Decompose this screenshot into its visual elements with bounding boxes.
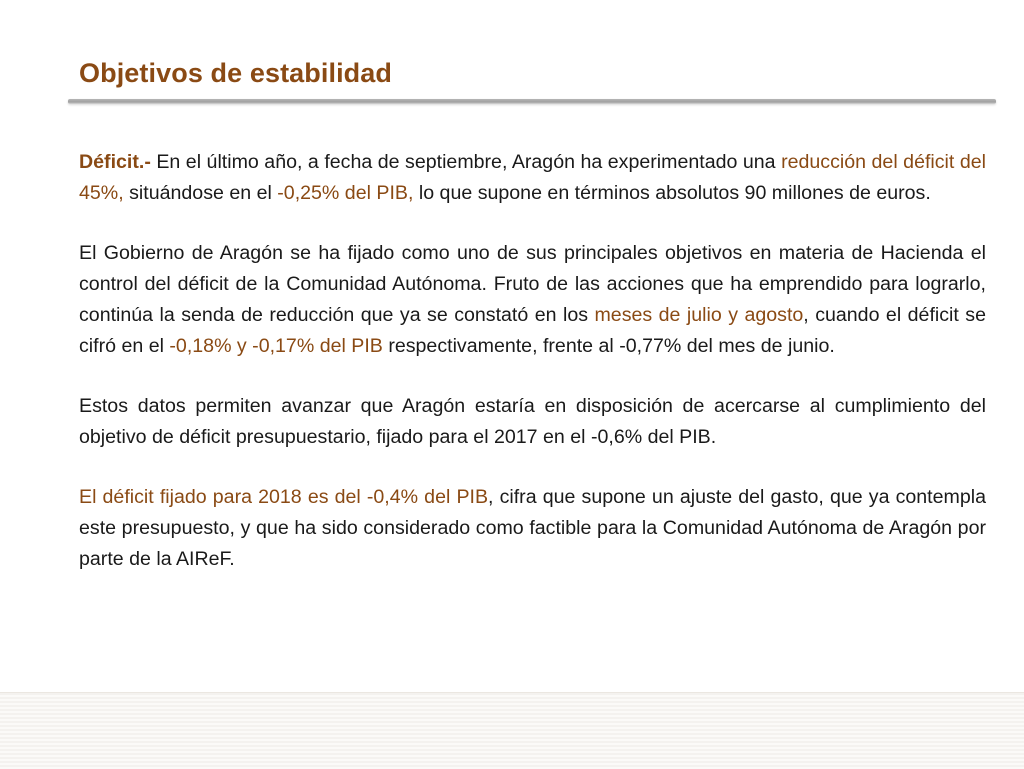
slide-title: Objetivos de estabilidad <box>79 58 392 88</box>
p1-text-3: lo que supone en términos absolutos 90 millones de euros. <box>413 182 931 204</box>
p2-text-1: El Gobierno de Aragón se ha fijado como uno de sus principales objetivos en materia de Hacienda el control del déficit de la Comunidad Autónoma. Fruto de las acciones que ha emprendido para lograrlo, continúa la senda de reducción que ya se constató en los <box>79 242 986 326</box>
p2-text-3: respectivamente, frente al -0,77% del mes de junio. <box>382 335 835 357</box>
paragraph-deficit <box>79 147 986 209</box>
deficit-lead: Déficit.- <box>79 151 151 173</box>
p4-text-1: , cifra que supone un ajuste del gasto, que ya contempla este presupuesto, y que ha sido considerado como factible para la Comunidad Autónoma de Aragón por parte de la AIReF. <box>79 486 986 570</box>
p2-highlight-pib: -0,18% y -0,17% del PIB <box>169 335 383 357</box>
p3-text-1: Estos datos permiten avanzar que Aragón estaría en disposición de acercarse al cumplimiento del objetivo de déficit presupuestario, fijado para el 2017 en el -0,6% del PIB. <box>79 395 986 448</box>
p2-highlight-months: meses de julio y agosto <box>594 304 804 326</box>
title-divider <box>68 99 996 104</box>
p1-text-1: En el último año, a fecha de septiembre, Aragón ha experimentado una <box>150 151 782 173</box>
paragraph-datos <box>79 391 986 453</box>
paragraph-2018 <box>79 482 986 575</box>
p1-highlight-reduction: reducción del déficit del 45%, <box>79 151 986 204</box>
p2-text-2: , cuando el déficit se cifró en el <box>79 304 986 357</box>
p4-highlight-target: El déficit fijado para 2018 es del -0,4% del PIB <box>79 486 489 508</box>
p1-highlight-pib: -0,25% del PIB, <box>277 182 414 204</box>
footer-texture <box>0 692 1024 769</box>
paragraph-gobierno <box>79 238 986 362</box>
p1-text-2: situándose en el <box>123 182 278 204</box>
slide-body <box>79 147 986 575</box>
